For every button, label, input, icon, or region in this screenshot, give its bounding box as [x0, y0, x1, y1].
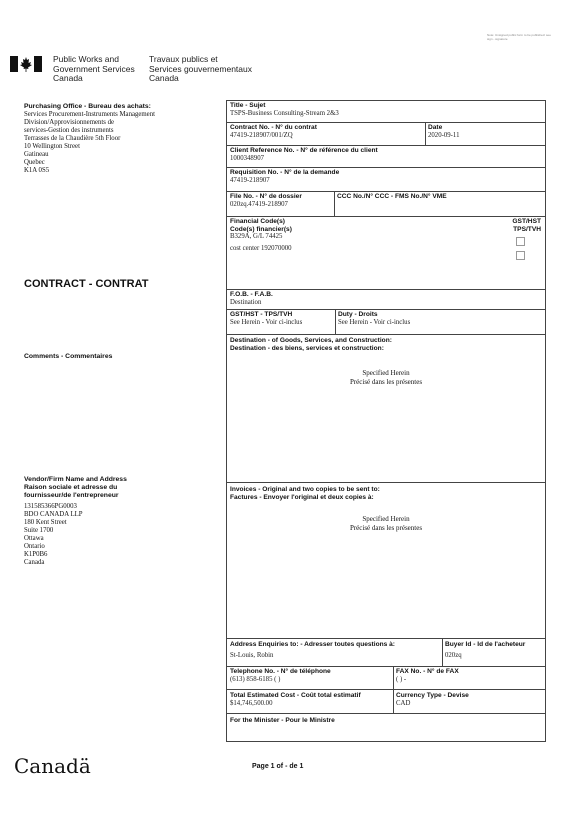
- minister-signature-field: For the Minister - Pour le Ministre: [230, 717, 335, 724]
- address-enquiries-field: Address Enquiries to: - Adresser toutes questions à: St-Louis, Robin: [227, 639, 442, 667]
- total-cost-field: Total Estimated Cost - Coût total estimatif $14,746,500.00: [227, 690, 393, 714]
- purchasing-office-label: Purchasing Office - Bureau des achats:: [24, 103, 151, 110]
- destination-field: Destination - of Goods, Services, and Construction: Destination - des biens, services et construction: Specified Herein Précisé dans les présentes: [227, 335, 545, 483]
- canada-flag-icon: [10, 56, 42, 72]
- vendor-section: Vendor/Firm Name and Address Raison sociale et adresse du fournisseur/de l'entrepreneur 131585366PG0003 BDO CANADA LLP 180 Kent Street Suite 1700 Ottawa Ontario K1P0B6 Canada: [24, 476, 127, 566]
- buyer-id-field: Buyer Id - Id de l'acheteur 020zq: [442, 639, 545, 667]
- duty-field: Duty - Droits See Herein - Voir ci-inclus: [335, 310, 545, 335]
- gst-hst-header: GST/HST TPS/TVH: [512, 218, 541, 233]
- contract-details-box: [226, 100, 546, 742]
- currency-field: Currency Type - Devise CAD: [393, 690, 545, 714]
- page-number: Page 1 of - de 1: [252, 763, 304, 770]
- department-name-en: Public Works and Government Services Canada: [53, 54, 135, 83]
- top-note: Note: Unsigned public form to be published: see sign - signature: [487, 33, 551, 41]
- date-field: Date 2020-09-11: [425, 123, 545, 146]
- comments-label: Comments - Commentaires: [24, 353, 113, 360]
- fax-field: FAX No. - N° de FAX ( ) -: [393, 667, 545, 690]
- client-reference-field: Client Reference No. - N° de référence du client 1000348907: [227, 146, 545, 168]
- telephone-field: Telephone No. - N° de téléphone (613) 858-6185 ( ): [227, 667, 393, 690]
- contract-title: CONTRACT - CONTRAT: [24, 278, 149, 290]
- invoices-field: Invoices - Original and two copies to be sent to: Factures - Envoyer l'original et deux copies à: Specified Herein Précisé dans les présentes: [227, 483, 545, 639]
- canada-wordmark: Canadä: [14, 754, 91, 778]
- title-field: Title - Sujet TSPS-Business Consulting-Stream 2&3: [227, 101, 545, 123]
- department-name-fr: Travaux publics et Services gouvernementaux Canada: [149, 54, 253, 83]
- fob-field: F.O.B. - F.A.B. Destination: [227, 290, 545, 310]
- gst-hst-field: GST/HST - TPS/TVH See Herein - Voir ci-inclus: [227, 310, 335, 335]
- ccc-number-field: CCC No./N° CCC - FMS No./N° VME: [334, 192, 545, 217]
- purchasing-office: Purchasing Office - Bureau des achats: Services Procurement-Instruments Management Division/Approvisionnements de services-Gestion des instruments Terrasses de la Chaudière 5th Floor 10 Wellington Street Gatineau Quebec K1A 0S5: [24, 103, 224, 175]
- gst-checkbox-2[interactable]: [516, 251, 525, 260]
- file-number-field: File No. - N° de dossier 020zq.47419-218907: [227, 192, 334, 217]
- requisition-field: Requisition No. - N° de la demande 47419-218907: [227, 168, 545, 192]
- contract-number-field: Contract No. - N° du contrat 47419-218907/001/ZQ: [227, 123, 425, 146]
- gst-checkbox-1[interactable]: [516, 237, 525, 246]
- financial-codes-field: Financial Code(s) Code(s) financier(s) B329A, G/L 74425 cost center 192070000 GST/HST TPS/TVH: [227, 217, 545, 290]
